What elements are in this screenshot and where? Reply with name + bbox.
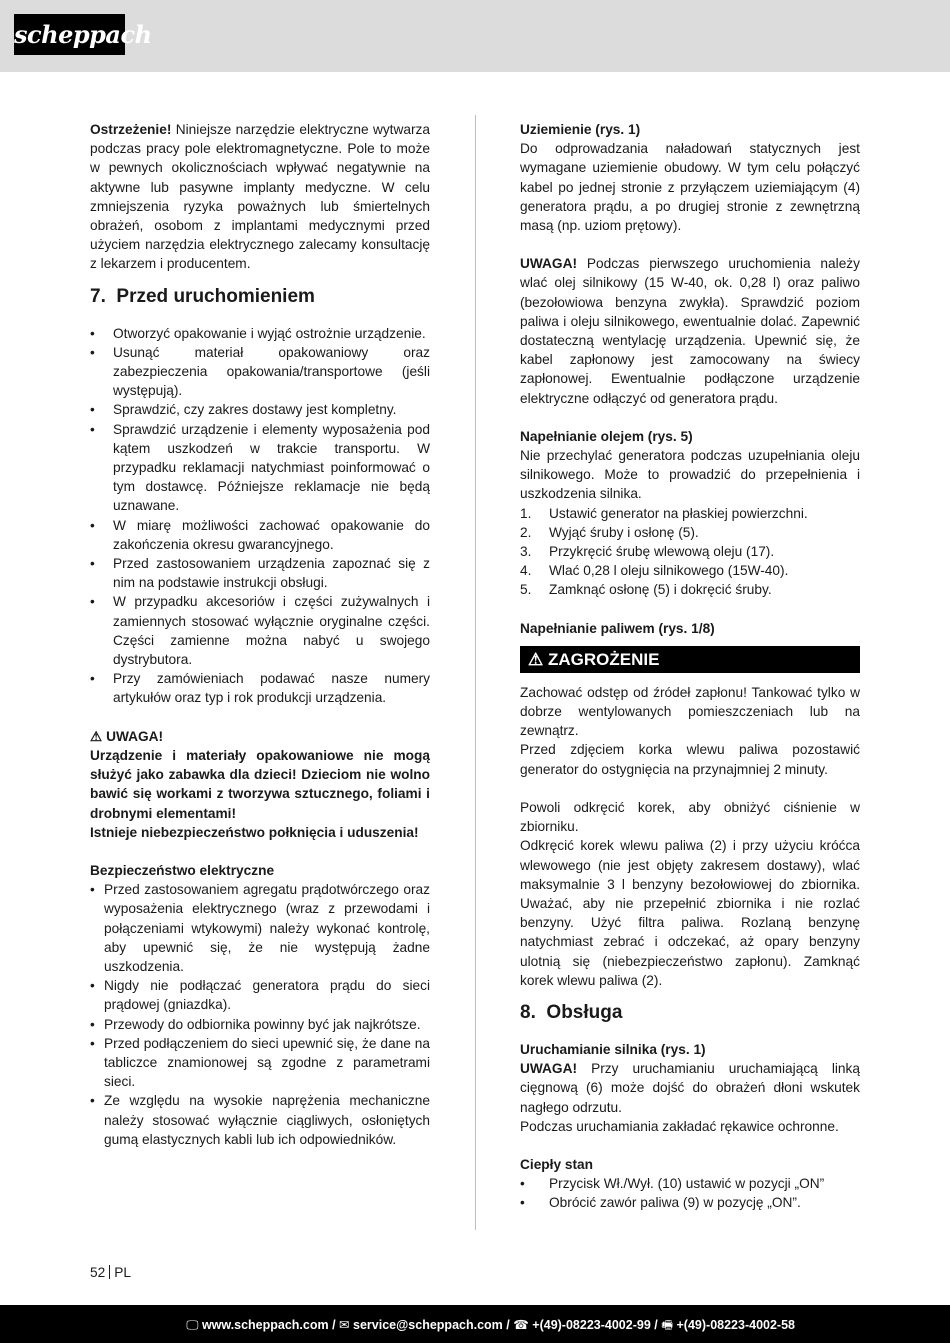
warning-label: Ostrzeżenie! (90, 122, 172, 137)
list-item: • Przed podłączeniem do sieci upewnić się, że dane na tabliczce znamionowej są zgodne z parametrami sieci. (90, 1034, 430, 1092)
page-number: 52 PL (90, 1265, 131, 1280)
list-item: • Przed zastosowaniem urządzenia zapoznać się z nim na podstawie instrukcji obsługi. (90, 554, 430, 592)
section-number: 8. (520, 1001, 536, 1023)
danger-text: Przed zdjęciem korka wlewu paliwa pozostawić generator do ostygnięcia na przynajmniej 2 minuty. (520, 742, 860, 777)
section-title: Przed uruchomieniem (116, 285, 315, 307)
list-item: 1. Ustawić generator na płaskiej powierzchni. (520, 505, 808, 521)
fuel-filling-heading: Napełnianie paliwem (rys. 1/8) (520, 620, 715, 636)
fax-icon: 🖷 (661, 1318, 674, 1332)
warm-state-heading: Ciepły stan (520, 1156, 594, 1172)
phone-icon: ☎ (513, 1318, 529, 1332)
uwaga-label: UWAGA! (520, 256, 578, 272)
list-item: • Przed zastosowaniem agregatu prądotwórczego oraz wyposażenia elektrycznego (wraz z przewodami i połączeniami wtykowymi) należy wykonać kontrolę, aby upewnić się, że nie występują żadne uszkodzenia. (90, 880, 430, 976)
column-divider (475, 115, 476, 1230)
fuel-text: Odkręcić korek wlewu paliwa (2) i przy użyciu króćca wlewowego (nie jest objęty zakresem dostawy), wlać maksymalnie 3 l benzyny bezołowiowej do zbiornika. Uważać, aby nie przepełnić zbiornika i nie rozlać benzyny. Użyć filtra paliwa. Rozlaną benzynę natychmiast zebrać i odczekać, aż opary benzyny ulotnią się (niebezpieczeństwo zapłonu). Zamknąć korek wlewu paliwa (2). (520, 838, 860, 988)
oil-filling-text: Nie przechylać generatora podczas uzupełniania oleju silnikowego. Może to prowadzić do przepełnienia i uszkodzenia silnika. (520, 448, 860, 502)
electrical-safety-list (90, 880, 430, 1149)
oil-steps (520, 504, 860, 600)
list-item: 4. Wlać 0,28 l oleju silnikowego (15W-40). (520, 563, 789, 579)
email-link[interactable]: service@scheppach.com / (353, 1318, 510, 1332)
danger-banner: ⚠ ZAGROŻENIE (520, 646, 860, 673)
first-start-note (520, 254, 860, 408)
section-title: Obsługa (546, 1001, 623, 1023)
engine-start-text: Podczas uruchamiania zakładać rękawice ochronne. (520, 1118, 839, 1134)
list-item: • W przypadku akcesoriów i części zużywalnych i zamiennych stosować wyłącznie oryginalne części. Części zamienne można nabyć u swojego dystrybutora. (90, 592, 430, 669)
phone-number: +(49)-08223-4002-99 / (532, 1318, 658, 1332)
list-item: 2. Wyjąć śruby i osłonę (5). (520, 524, 699, 540)
section-number: 7. (90, 285, 106, 307)
list-item: • Przewody do odbiornika powinny być jak najkrótsze. (90, 1015, 430, 1034)
list-item: • Nigdy nie podłączać generatora prądu do sieci prądowej (gniazdka). (90, 976, 430, 1014)
scheppach-logo: scheppach (14, 14, 125, 55)
left-column (90, 120, 430, 1149)
right-column (520, 120, 860, 1213)
list-item: • Przycisk Wł./Wył. (10) ustawić w pozycji „ON” (520, 1174, 860, 1193)
danger-text: Zachować odstęp od źródeł zapłonu! Tankować tylko w dobrze wentylowanych pomieszczeniach lub na zewnątrz. (520, 684, 860, 739)
list-item: • Sprawdzić urządzenie i elementy wyposażenia pod kątem uszkodzeń w trakcie transportu. W przypadku reklamacji natychmiast poinformować o tym dostawcę. Późniejsze reklamacje nie będą uznawane. (90, 420, 430, 516)
before-start-list (90, 324, 430, 708)
uwaga-heading: ⚠ UWAGA! (90, 728, 164, 744)
monitor-icon: 🖵 (186, 1318, 199, 1332)
footer-bar (0, 1305, 950, 1343)
grounding-heading: Uziemienie (rys. 1) (520, 122, 641, 137)
warm-state-list (520, 1174, 860, 1212)
list-item: • Sprawdzić, czy zakres dostawy jest kompletny. (90, 400, 430, 419)
list-item: • W miarę możliwości zachować opakowanie do zakończenia okresu gwarancyjnego. (90, 516, 430, 554)
mail-icon: ✉ (339, 1318, 350, 1332)
list-item: 5. Zamknąć osłonę (5) i dokręcić śruby. (520, 582, 772, 598)
list-item: • Ze względu na wysokie naprężenia mechaniczne należy stosować wyłącznie ciągliwych, osłoniętych gumą elastycznych kabli lub ich odpowiedników. (90, 1091, 430, 1149)
uwaga-text: Urządzenie i materiały opakowaniowe nie mogą służyć jako zabawka dla dzieci! Dzieciom nie wolno bawić się workami z tworzywa sztucznego, foliami i drobnymi elementami! (90, 747, 430, 821)
uwaga-label: UWAGA! (520, 1061, 578, 1077)
electrical-safety-heading: Bezpieczeństwo elektryczne (90, 862, 275, 878)
list-item: • Przy zamówieniach podawać nasze numery artykułów oraz typ i rok produkcji urządzenia. (90, 669, 430, 707)
header-bar (0, 0, 950, 72)
section-8-heading (520, 990, 860, 1040)
uwaga-text: Istnieje niebezpieczeństwo połknięcia i uduszenia! (90, 824, 419, 840)
emf-warning (90, 120, 430, 274)
list-item: 3. Przykręcić śrubę wlewową oleju (17). (520, 544, 775, 560)
list-item: • Obrócić zawór paliwa (9) w pozycję „ON”. (520, 1193, 860, 1212)
oil-filling-heading: Napełnianie olejem (rys. 5) (520, 428, 693, 444)
engine-start-heading: Uruchamianie silnika (rys. 1) (520, 1041, 706, 1057)
engine-start-text: UWAGA! Przy uruchamianiu uruchamiającą linką cięgnową (6) może dojść do obrażeń dłoni wskutek nagłego odrzutu. (520, 1061, 860, 1115)
section-7-heading (90, 274, 430, 324)
grounding-text: Do odprowadzania naładowań statycznych jest wymagane uziemienie obudowy. W tym celu połączyć kabel po jednej stronie z przyłączem uziemiającym (4) generatora prądu, a po drugiej stronie z zewnętrzną masą (np. uziom prętowy). (520, 141, 860, 234)
fax-number: +(49)-08223-4002-58 (676, 1318, 795, 1332)
website-link[interactable]: www.scheppach.com / (201, 1318, 336, 1332)
list-item: • Usunąć materiał opakowaniowy oraz zabezpieczenia opakowania/transportowe (jeśli występują). (90, 343, 430, 401)
warning-text: Niniejsze narzędzie elektryczne wytwarza podczas pracy pole elektromagnetyczne. Pole to może w pewnych okolicznościach wpływać negatywnie na aktywne lub pasywne implanty medyczne. W celu zmniejszenia ryzyka poważnych lub śmiertelnych obrażeń, osobom z implantami medycznymi przed użyciem narzędzia elektrycznego zalecamy konsultację z lekarzem i producentem. (90, 122, 430, 272)
fuel-text: Powoli odkręcić korek, aby obniżyć ciśnienie w zbiorniku. (520, 799, 860, 835)
uwaga-text: Podczas pierwszego uruchomienia należy wlać olej silnikowy (15 W-40, ok. 0,28 l) oraz paliwo (bezołowiowa benzyna zwykła). Sprawdzić poziom paliwa i oleju silnikowego, ewentualnie dolać. Zapewnić dostateczną wentylację urządzenia. Upewnić się, że kabel zapłonowy jest zamocowany na świecy zapłonowej. Ewentualnie podłączone urządzenie elektryczne odłączyć od generatora prądu. (520, 256, 860, 406)
list-item: • Otworzyć opakowanie i wyjąć ostrożnie urządzenie. (90, 324, 430, 343)
